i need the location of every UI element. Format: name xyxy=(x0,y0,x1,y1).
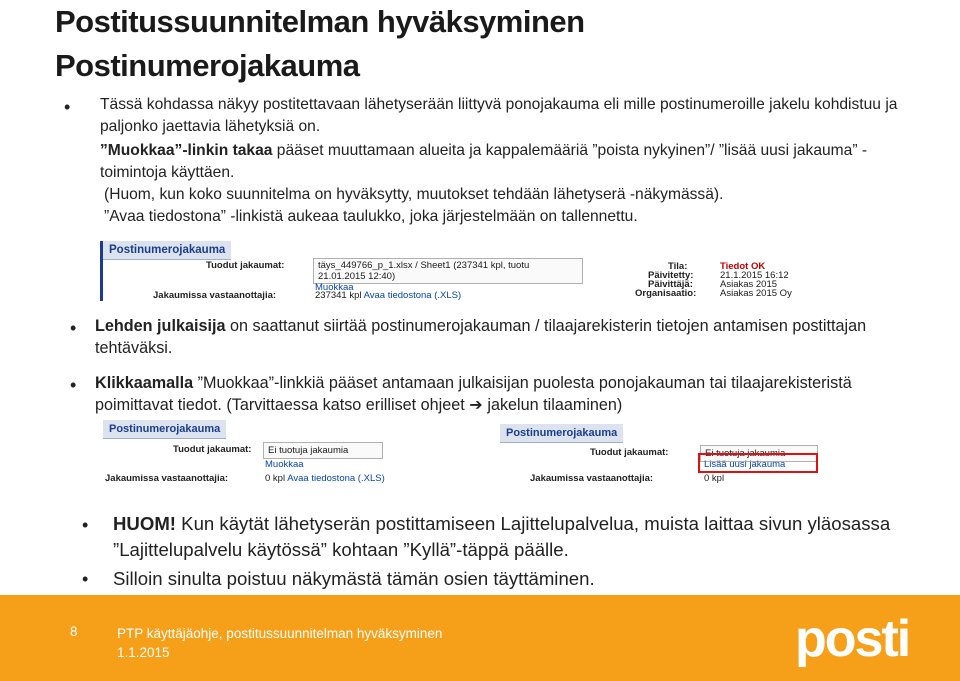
shot1-updater-value: Asiakas 2015 xyxy=(720,279,778,290)
screenshot-postinumerojakauma-full xyxy=(100,241,791,301)
bullet-klikkaamalla-end: jakelun tilaaminen) xyxy=(482,396,623,414)
footer-date: 1.1.2015 xyxy=(117,645,170,660)
bullet-dot: • xyxy=(70,318,77,338)
intro-text-4: ”Avaa tiedostona” -linkistä aukeaa taulukko, joka järjestelmään on tallennettu. xyxy=(104,208,638,225)
shot2-count: 0 kpl xyxy=(265,473,286,484)
bullet-klikkaamalla-rest: ”Muokkaa”-linkkiä pääset antamaan julkaisijan puolesta ponojakauman tai tilaajarekisteristä poimittavat tiedot. (Tarvittaessa katso erilliset ohjeet xyxy=(95,374,852,414)
shot1-org-label: Organisaatio: xyxy=(635,288,697,299)
shot1-open-file-link[interactable]: Avaa tiedostona (.XLS) xyxy=(363,290,462,301)
huom-rest: Kun käytät lähetyserän postittamiseen Lajittelupalvelua, muista laittaa sivun yläosassa ”Lajittelupalvelu käytössä” kohtaan ”Kyllä”-täppä päälle. xyxy=(113,513,891,560)
bullet-dot: • xyxy=(64,97,71,117)
screenshot-new-distribution xyxy=(500,424,820,486)
shot1-org-value: Asiakas 2015 Oy xyxy=(720,288,792,299)
shot2-muokkaa-link[interactable]: Muokkaa xyxy=(265,459,304,470)
shot3-vastaanottajia-label: Jakaumissa vastaanottajia: xyxy=(530,473,654,484)
shot1-count xyxy=(315,289,461,302)
shot1-updated-label: Päivitetty: xyxy=(648,270,694,281)
shot1-tuodut-label: Tuodut jakaumat: xyxy=(206,260,285,271)
intro-muokkaa-rest: pääset muuttamaan alueita ja kappalemääriä ”poista nykyinen”/ ”lisää uusi jakauma” -toimintoja käyttäen. xyxy=(100,142,868,181)
intro-text-3: (Huom, kun koko suunnitelma on hyväksytty, muutokset tehdään lähetyserä -näkymässä). xyxy=(104,186,724,203)
shot2-vastaanottajia-label: Jakaumissa vastaanottajia: xyxy=(105,473,229,484)
shot3-value: Ei tuotuja jakaumia xyxy=(700,445,818,462)
shot1-status-value: Tiedot OK xyxy=(720,261,766,272)
shot3-add-new-link[interactable]: Lisää uusi jakauma xyxy=(704,459,786,470)
shot2-value: Ei tuotuja jakaumia xyxy=(263,442,383,459)
intro-muokkaa-bold: ”Muokkaa”-linkin takaa xyxy=(100,142,273,159)
shot1-vastaanottajia-label: Jakaumissa vastaanottajia: xyxy=(153,290,277,301)
intro-text-2 xyxy=(100,140,900,184)
title-line-1: Postitussuunnitelman hyväksyminen xyxy=(55,4,585,39)
bullet-dot: • xyxy=(82,515,89,535)
arrow-right-icon: ➔ xyxy=(469,396,483,414)
bullet-klikkaamalla xyxy=(95,372,925,416)
bullet-dot: • xyxy=(82,569,89,589)
posti-logo xyxy=(795,606,920,668)
bullet-lehden-julkaisija xyxy=(95,315,925,359)
posti-logo-icon xyxy=(795,606,920,668)
shot1-status-label: Tila: xyxy=(668,261,688,272)
footer-text xyxy=(117,624,442,662)
bullet-dot: • xyxy=(70,375,77,395)
slide-title xyxy=(55,0,585,88)
shot3-header: Postinumerojakauma xyxy=(500,424,623,443)
shot1-header: Postinumerojakauma xyxy=(103,241,231,260)
intro-text-1: Tässä kohdassa näkyy postitettavaan lähetyserään liittyvä ponojakauma eli mille postinumeroille jakelu kohdistuu ja paljonko jaettavia lähetyksiä on. xyxy=(100,96,898,135)
bullet-klikkaamalla-bold: Klikkaamalla xyxy=(95,374,194,392)
shot1-count-value: 237341 kpl xyxy=(315,290,362,301)
huom-bold: HUOM! xyxy=(113,513,176,534)
shot1-updated-value: 21.1.2015 16:12 xyxy=(720,270,789,281)
shot2-tuodut-label: Tuodut jakaumat: xyxy=(173,444,252,455)
shot3-tuodut-label: Tuodut jakaumat: xyxy=(590,447,669,458)
shot3-count: 0 kpl xyxy=(704,473,725,484)
page-number: 8 xyxy=(70,624,78,639)
shot1-muokkaa-link[interactable]: Muokkaa xyxy=(315,282,354,293)
bullet-lehden-rest: on saattanut siirtää postinumerojakauman / tilaajarekisterin tietojen antamisen postittajan tehtäväksi. xyxy=(95,317,867,357)
title-line-2: Postinumerojakauma xyxy=(55,48,360,83)
bullet-lehden-bold: Lehden julkaisija xyxy=(95,317,226,335)
screenshot-no-distribution-muokkaa xyxy=(103,420,393,486)
svg-text:posti: posti xyxy=(795,610,910,668)
highlight-frame xyxy=(698,453,818,473)
shot2-count-row xyxy=(265,472,385,485)
huom-text xyxy=(113,511,913,563)
shot1-updater-label: Päivittäjä: xyxy=(648,279,693,290)
footer-title: PTP käyttäjäohje, postitussuunnitelman hyväksyminen xyxy=(117,626,443,641)
huom-line-2: Silloin sinulta poistuu näkymästä tämän osien täyttäminen. xyxy=(113,568,595,589)
shot2-open-file-link[interactable]: Avaa tiedostona (.XLS) xyxy=(287,473,385,484)
shot2-header: Postinumerojakauma xyxy=(103,420,226,439)
shot1-file-value: täys_449766_p_1.xlsx / Sheet1 (237341 kpl, tuotu 21.01.2015 12:40) xyxy=(313,258,583,284)
